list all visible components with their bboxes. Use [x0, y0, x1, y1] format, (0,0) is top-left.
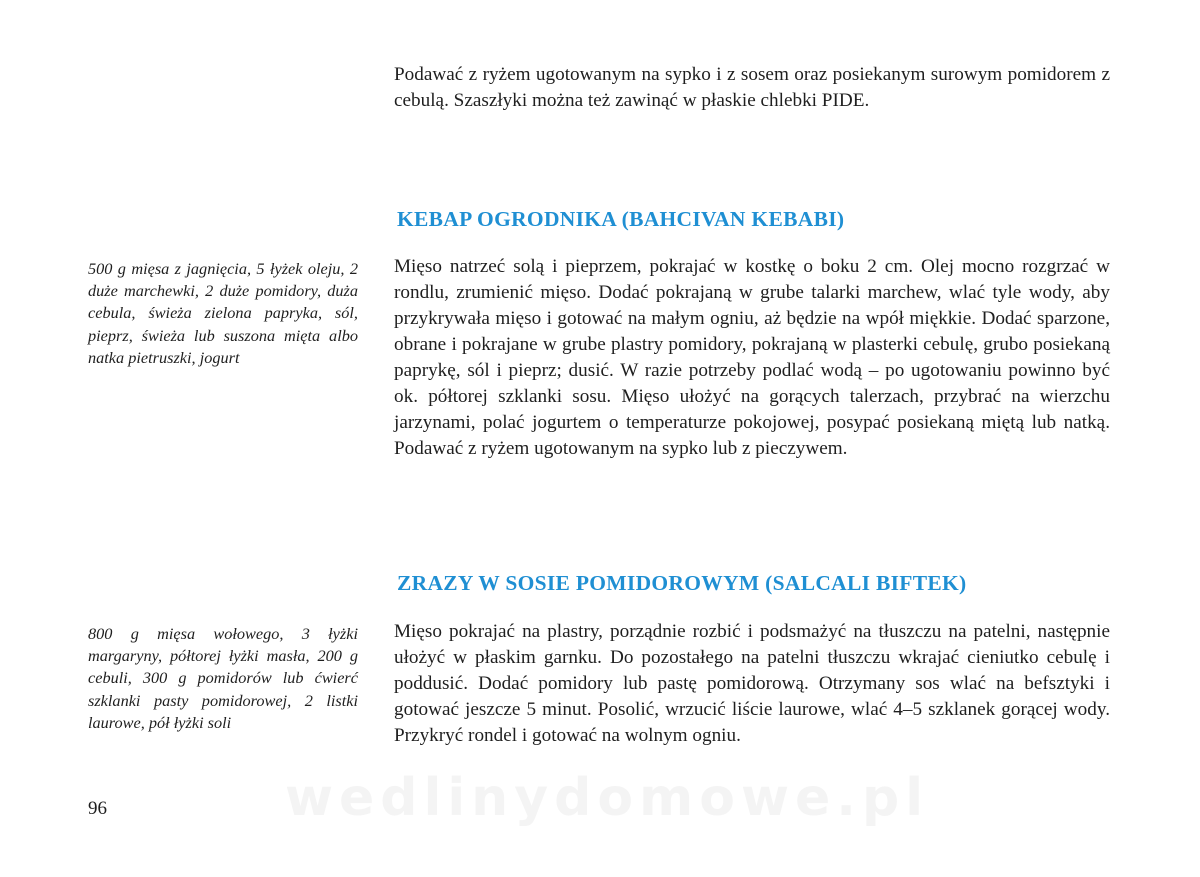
watermark: wedlinydomowe.pl: [285, 768, 930, 828]
recipe-title-kebap: KEBAP OGRODNIKA (BAHCIVAN KEBABI): [397, 207, 845, 231]
page-number: 96: [88, 798, 107, 819]
intro-paragraph: Podawać z ryżem ugotowanym na sypko i z sosem oraz posiekanym surowym pomidorem z cebulą. Szaszłyki można też zawinąć w płaskie chlebki PIDE.: [394, 64, 1110, 111]
recipe-title-zrazy: ZRAZY W SOSIE POMIDOROWYM (SALCALI BIFTEK): [397, 571, 967, 595]
ingredients-zrazy: 800 g mięsa wołowego, 3 łyżki margaryny, półtorej łyżki masła, 200 g cebuli, 300 g pomidorów lub ćwierć szklanki pasty pomidorowej, 2 listki laurowe, pół łyżki soli: [88, 624, 358, 732]
instructions-kebap: Mięso natrzeć solą i pieprzem, pokrajać w kostkę o boku 2 cm. Olej mocno rozgrzać w rondlu, zrumienić mięso. Dodać pokrajaną w grube talarki marchew, wlać tyle wody, aby przykrywała mięso i gotować na małym ogniu, aż będzie na wpół miękkie. Dodać sparzone, obrane i pokrajane w grube plastry pomidory, pokrajaną w plasterki cebulę, grubo posiekaną paprykę, sól i pieprz; dusić. W razie potrzeby podlać wodą – po ugotowaniu powinno być ok. półtorej szklanki sosu. Mięso ułożyć na gorących talerzach, przybrać na wierzchu jarzynami, polać jogurtem o temperaturze pokojowej, posypać posiekaną miętą lub natką. Podawać z ryżem ugotowanym na sypko lub z pieczywem.: [394, 256, 1110, 459]
instructions-zrazy: Mięso pokrajać na plastry, porządnie rozbić i podsmażyć na tłuszczu na patelni, następnie ułożyć w płaskim garnku. Do pozostałego na patelni tłuszczu wkrajać cieniutko cebulę i poddusić. Dodać pomidory lub pastę pomidorową. Otrzymany sos wlać na befsztyki i gotować jeszcze 5 minut. Posolić, wrzucić liście laurowe, wlać 4–5 szklanek gorącej wody. Przykryć rondel i gotować na wolnym ogniu.: [394, 621, 1110, 746]
ingredients-kebap: 500 g mięsa z jagnięcia, 5 łyżek oleju, 2 duże marchewki, 2 duże pomidory, duża cebula, świeża zielona papryka, sól, pieprz, świeża lub suszona mięta albo natka pietruszki, jogurt: [88, 259, 358, 367]
